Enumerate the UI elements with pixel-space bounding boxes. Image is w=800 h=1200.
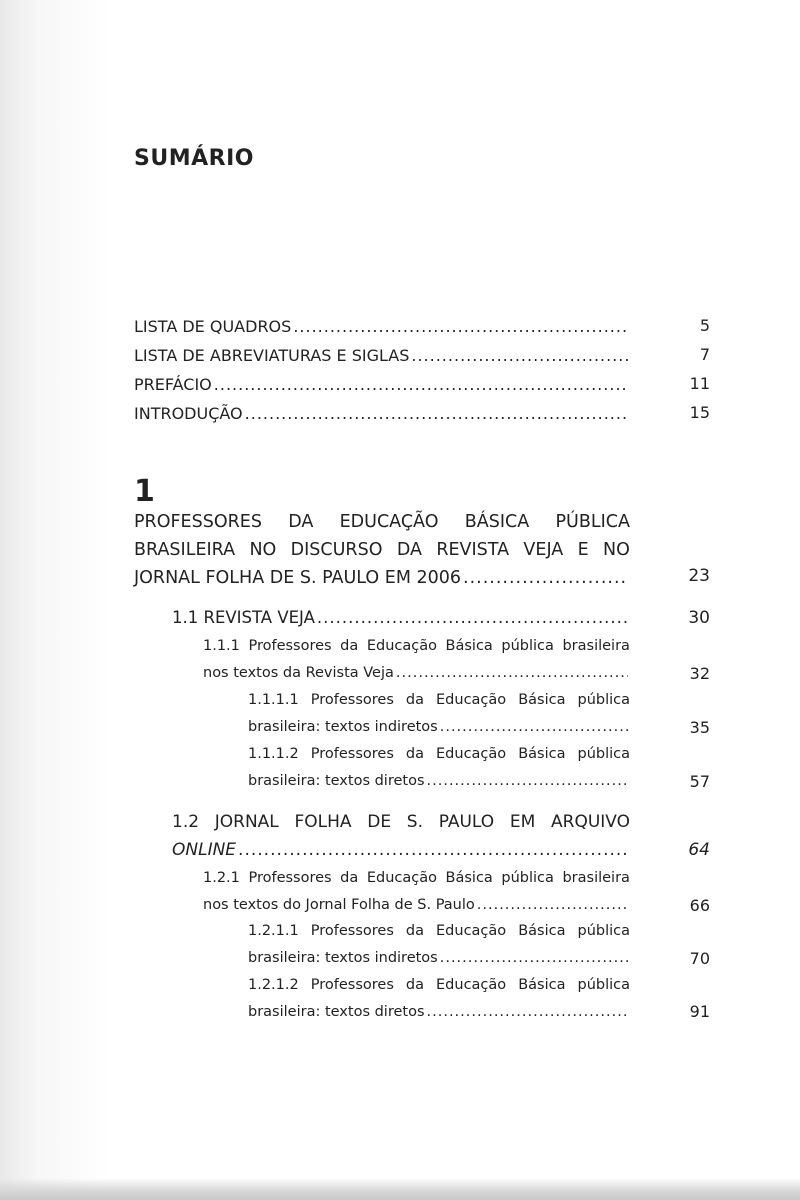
chapter-title xyxy=(134,508,630,592)
word: Professores xyxy=(310,746,394,762)
word: Educação xyxy=(436,923,507,939)
word: FOLHA xyxy=(294,812,352,832)
toc-page-number: 32 xyxy=(689,664,710,683)
word: JORNAL xyxy=(214,812,279,832)
word: EM xyxy=(509,812,536,832)
word: NO xyxy=(249,540,277,560)
word: 1.2 xyxy=(172,812,200,832)
word: Professores xyxy=(310,977,394,993)
word: DA xyxy=(288,512,314,532)
chapter-number: 1 xyxy=(134,474,155,509)
word: 1.1.1 xyxy=(203,638,240,654)
word: pública xyxy=(577,692,630,708)
toc-entry-label: brasileira: textos diretos xyxy=(248,773,425,789)
dot-leader xyxy=(238,836,628,864)
toc-entry-abreviaturas xyxy=(134,341,630,370)
chapter-title-line xyxy=(134,536,630,564)
page-title: SUMÁRIO xyxy=(134,146,254,171)
toc-entry-label: nos textos do Jornal Folha de S. Paulo xyxy=(203,897,475,913)
toc-entry-1-1-1-2 xyxy=(248,741,630,795)
toc-page-number: 35 xyxy=(689,718,710,737)
word: PÚBLICA xyxy=(555,512,630,532)
dot-leader xyxy=(411,341,628,370)
dot-leader xyxy=(440,714,628,741)
word: Básica xyxy=(445,638,493,654)
word: pública xyxy=(501,638,554,654)
toc-entry-label: PREFÁCIO xyxy=(134,375,212,394)
toc-page-number: 30 xyxy=(688,608,710,628)
toc-page-number: 5 xyxy=(699,316,710,335)
toc-page-number: 57 xyxy=(689,772,710,791)
word: E xyxy=(577,540,589,560)
word: 1.2.1 xyxy=(203,870,240,886)
toc-entry-label: LISTA DE ABREVIATURAS E SIGLAS xyxy=(134,346,410,365)
word: DA xyxy=(396,540,422,560)
word: ARQUIVO xyxy=(551,812,630,832)
toc-page-number: 15 xyxy=(689,403,710,422)
word: VEJA xyxy=(523,540,564,560)
word: 1.2.1.2 xyxy=(248,977,299,993)
word: REVISTA xyxy=(436,540,510,560)
page-bottom-edge xyxy=(0,1178,800,1200)
toc-entry-label: 1.1 REVISTA VEJA xyxy=(172,608,315,627)
word: 1.1.1.2 xyxy=(248,746,299,762)
word: Educação xyxy=(366,638,437,654)
dot-leader xyxy=(427,768,628,795)
toc-entry-prefacio xyxy=(134,370,630,399)
chapter-title-line xyxy=(134,564,630,592)
word: DISCURSO xyxy=(290,540,383,560)
word: da xyxy=(405,746,424,762)
word: brasileira xyxy=(562,638,630,654)
chapter-title-last-line: JORNAL FOLHA DE S. PAULO EM 2006 xyxy=(134,568,462,588)
word: 1.2.1.1 xyxy=(248,923,299,939)
word: Professores xyxy=(248,638,332,654)
toc-page-number: 11 xyxy=(689,374,710,393)
word: Básica xyxy=(445,870,493,886)
word: da xyxy=(340,638,359,654)
word: brasileira xyxy=(562,870,630,886)
dot-leader xyxy=(245,399,628,428)
dot-leader xyxy=(440,945,628,972)
toc-page-number: 70 xyxy=(689,949,710,968)
word: da xyxy=(340,870,359,886)
word: S. xyxy=(406,812,423,832)
word: Educação xyxy=(436,692,507,708)
dot-leader xyxy=(317,603,628,632)
toc-entry-label: nos textos da Revista Veja xyxy=(203,665,394,681)
toc-entry-1-1-1 xyxy=(203,633,630,687)
toc-entry-label: ONLINE xyxy=(172,840,237,860)
word: Básica xyxy=(518,977,566,993)
word: pública xyxy=(501,870,554,886)
word: Básica xyxy=(518,692,566,708)
dot-leader xyxy=(293,312,628,341)
toc-entry-introducao xyxy=(134,399,630,428)
word: pública xyxy=(577,923,630,939)
dot-leader xyxy=(214,370,628,399)
word: DE xyxy=(367,812,392,832)
toc-entry-label: brasileira: textos diretos xyxy=(248,1004,425,1020)
word: da xyxy=(405,977,424,993)
toc-entry-label: brasileira: textos indiretos xyxy=(248,950,438,966)
toc-page-number: 7 xyxy=(699,345,710,364)
word: Básica xyxy=(518,923,566,939)
word: Educação xyxy=(436,746,507,762)
toc-page-number: 91 xyxy=(689,1002,710,1021)
word: Professores xyxy=(310,692,394,708)
toc-entry-lista-de-quadros xyxy=(134,312,630,341)
dot-leader xyxy=(396,660,628,687)
toc-page-number: 23 xyxy=(688,566,710,586)
word: PAULO xyxy=(438,812,495,832)
word: Educação xyxy=(366,870,437,886)
word: da xyxy=(405,923,424,939)
word: BÁSICA xyxy=(464,512,530,532)
dot-leader xyxy=(427,999,628,1026)
toc-entry-label: INTRODUÇÃO xyxy=(134,404,243,423)
toc-page-number: 66 xyxy=(689,896,710,915)
toc-page-number: 64 xyxy=(688,840,710,860)
toc-entry-label: brasileira: textos indiretos xyxy=(248,719,438,735)
toc-entry-1-1-1-1 xyxy=(248,687,630,741)
word: pública xyxy=(577,746,630,762)
word: da xyxy=(405,692,424,708)
toc-entry-1-2-1-1 xyxy=(248,918,630,972)
word: BRASILEIRA xyxy=(134,540,236,560)
toc-entry-label: LISTA DE QUADROS xyxy=(134,317,292,336)
dot-leader xyxy=(477,892,628,919)
word: PROFESSORES xyxy=(134,512,262,532)
word: Educação xyxy=(436,977,507,993)
word: Básica xyxy=(518,746,566,762)
word: NO xyxy=(603,540,630,560)
word: pública xyxy=(577,977,630,993)
chapter-title-line xyxy=(134,508,630,536)
word: EDUCAÇÃO xyxy=(339,512,439,532)
toc-entry-1-2 xyxy=(172,808,630,864)
toc-entry-1-2-1-2 xyxy=(248,972,630,1026)
dot-leader xyxy=(463,564,628,592)
word: Professores xyxy=(248,870,332,886)
toc-entry-1-2-1 xyxy=(203,865,630,919)
word: 1.1.1.1 xyxy=(248,692,299,708)
word: Professores xyxy=(310,923,394,939)
toc-entry-1-1 xyxy=(172,603,630,632)
